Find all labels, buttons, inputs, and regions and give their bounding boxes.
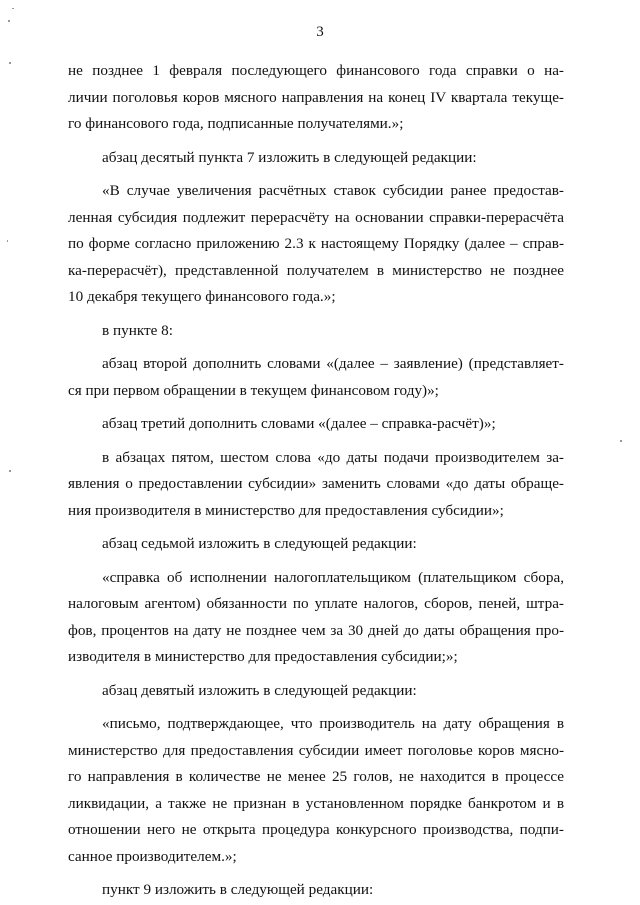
paragraph-gap [68, 344, 564, 351]
paragraph-gap [68, 524, 564, 531]
text-line: ка-перерасчёт), представленной получателем в министерство не позднее [68, 261, 564, 279]
paragraph [68, 531, 564, 558]
text-line: абзац второй дополнить словами «(далее – заявление) (представляет- [102, 355, 564, 372]
document-body [68, 58, 564, 904]
text-line: отношении него не открыта процедура конкурсного производства, подпи- [68, 821, 564, 838]
paragraph [68, 178, 564, 311]
paragraph [68, 351, 564, 404]
text-line: ликвидации, а также не признан в установленном порядке банкротом и в [68, 794, 564, 812]
text-line: го финансового года, подписанные получателями.»; [68, 115, 404, 132]
page-number: 3 [316, 24, 324, 40]
text-line: не позднее 1 февраля последующего финансового года справки о на- [68, 62, 564, 79]
paragraph [68, 58, 564, 138]
paragraph-gap [68, 138, 564, 145]
text-line: пункт 9 изложить в следующей редакции: [102, 881, 374, 898]
text-line: абзац седьмой изложить в следующей редакции: [102, 535, 417, 552]
paragraph-gap [68, 311, 564, 318]
paragraph-gap [68, 171, 564, 178]
paragraph [68, 318, 564, 345]
paragraph [68, 877, 564, 904]
paragraph-gap [68, 558, 564, 565]
text-line: абзац третий дополнить словами «(далее – справка-расчёт)»; [102, 415, 496, 432]
paragraph [68, 711, 564, 870]
text-line: явления о предоставлении субсидии» заменить словами «до даты обраще- [68, 475, 564, 492]
text-line: «В случае увеличения расчётных ставок субсидии ранее предостав- [102, 182, 564, 199]
text-line: изводителя в министерство для предоставления субсидии;»; [68, 648, 458, 665]
paragraph-gap [68, 870, 564, 877]
text-line: налоговым агентом) обязанности по уплате налогов, сборов, пеней, штра- [68, 595, 564, 612]
paragraph-gap [68, 438, 564, 445]
scan-speck [9, 470, 11, 472]
text-line: ленная субсидия подлежит перерасчёту на основании справки-перерасчёта [68, 208, 564, 226]
text-line: в абзацах пятом, шестом слова «до даты подачи производителем за- [102, 448, 564, 466]
text-line: го направления в количестве не менее 25 голов, не находится в процессе [68, 768, 564, 785]
text-line: 10 декабря текущего финансового года.»; [68, 288, 336, 305]
text-line: абзац девятый изложить в следующей редакции: [102, 681, 417, 699]
paragraph [68, 565, 564, 671]
paragraph [68, 678, 564, 705]
text-line: «справка об исполнении налогоплательщиком (плательщиком сбора, [102, 568, 564, 586]
text-line: санное производителем.»; [68, 847, 237, 865]
scan-speck [9, 62, 11, 64]
text-line: ся при первом обращении в текущем финансовом году)»; [68, 381, 439, 399]
scan-speck [8, 20, 10, 22]
text-line: фов, процентов на дату не позднее чем за 30 дней до даты обращения про- [68, 621, 564, 639]
paragraph [68, 445, 564, 525]
text-line: по форме согласно приложению 2.3 к настоящему Порядку (далее – справ- [68, 235, 564, 252]
text-line: «письмо, подтверждающее, что производитель на дату обращения в [102, 715, 564, 732]
scan-speck [7, 240, 8, 242]
scan-speck [12, 8, 14, 9]
paragraph-gap [68, 704, 564, 711]
text-line: в пункте 8: [102, 321, 173, 339]
text-line: абзац десятый пункта 7 изложить в следующей редакции: [102, 148, 477, 166]
scan-speck [620, 440, 622, 442]
paragraph-gap [68, 671, 564, 678]
paragraph [68, 145, 564, 172]
text-line: личии поголовья коров мясного направления на конец IV квартала текуще- [68, 88, 564, 106]
text-line: министерство для предоставления субсидии имеет поголовье коров мясно- [68, 741, 564, 759]
text-line: ния производителя в министерство для предоставления субсидии»; [68, 501, 504, 519]
paragraph [68, 411, 564, 438]
paragraph-gap [68, 404, 564, 411]
